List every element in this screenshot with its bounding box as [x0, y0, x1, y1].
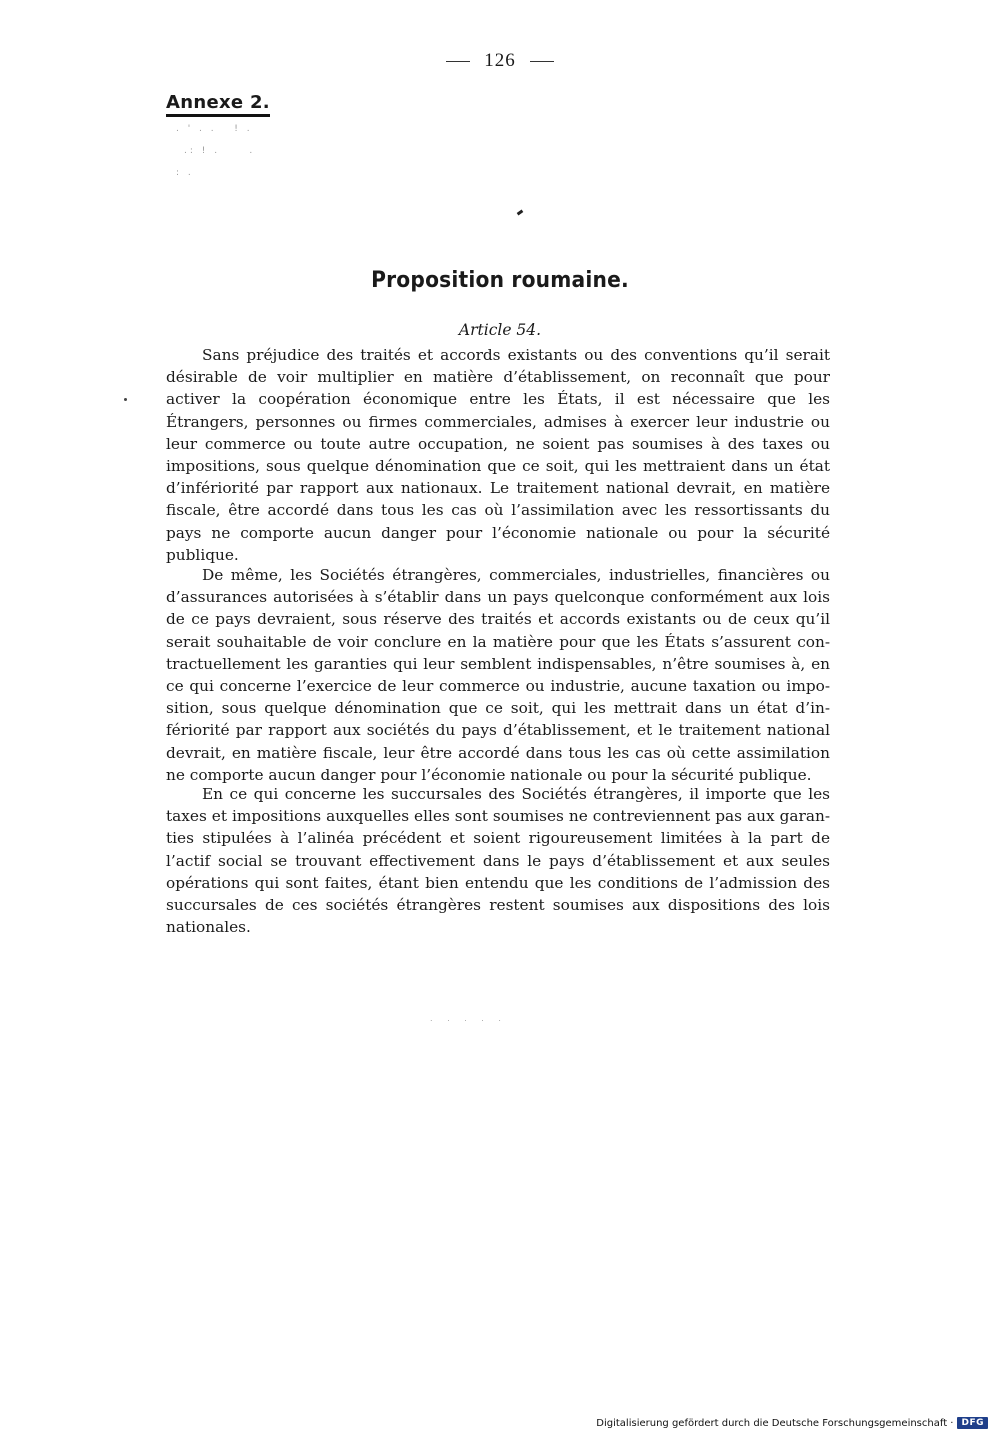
scan-specks: . ' . . ! .	[176, 124, 253, 134]
page-number-value: 126	[484, 50, 516, 71]
dfg-logo-icon: DFG	[957, 1417, 988, 1429]
digitization-footer	[596, 1417, 988, 1429]
page-number	[0, 50, 1000, 72]
article-heading: Article 54.	[458, 321, 542, 339]
paragraph: Sans préjudice des traités et accords existants ou des conventions qu’il serait désirable de voir multiplier en matière d’établissement, on reconnaît que pour activer la coopération économique entre les États, il est nécessaire que les Étrangers, personnes ou firmes commerciales, admises à exercer leur industrie ou leur commerce ou toute autre occupation, ne soient pas soumises à des taxes ou impositions, sous quelque dénomination que ce soit, qui les mettraient dans un état d’infériorité par rapport aux nationaux. Le traitement national devrait, en matière fiscale, être accordé dans tous les cas où l’assimilation avec les ressortissants du pays ne comporte aucun danger pour l’économie nationale ou pour la sécurité publique.	[166, 346, 830, 564]
margin-dot	[124, 398, 127, 401]
paragraph: En ce qui concerne les succursales des Sociétés étrangères, il importe que les taxes et impositions auxquelles elles sont soumises ne contreviennent pas aux garanties stipulées à l’alinéa précédent et soient rigoureusement limitées à la part de l’actif social se trouvant effectivement dans le pays d’établissement et aux seules opérations qui sont faites, étant bien entendu que les conditions de l’admission des succursales de ces sociétés étrangères restent soumises aux dispositions des lois nationales.	[166, 785, 830, 937]
page-number-dash-left	[446, 61, 470, 62]
scan-specks: .: ! . .	[184, 146, 256, 156]
footer-credit: Digitalisierung gefördert durch die Deutsche Forschungsgemeinschaft ·	[596, 1417, 954, 1429]
scan-specks: : .	[176, 168, 194, 178]
paragraph: De même, les Sociétés étrangères, commerciales, industrielles, financières ou d’assurances autorisées à s’établir dans un pays quelconque conformément aux lois de ce pays devraient, sous réserve des traités et accords existants ou de ceux qu’il serait souhaitable de voir conclure en la matière pour que les États s’assurent contractuellement les garanties qui leur semblent indispensables, n’être soumises à, en ce qui concerne l’exercice de leur commerce ou industrie, aucune taxation ou imposition, sous quelque dénomination que ce soit, qui les mettrait dans un état d’infériorité par rapport aux sociétés du pays d’établissement, et le traitement national devrait, en matière fiscale, leur être accordé dans tous les cas où cette assimilation ne comporte aucun danger pour l’économie nationale ou pour la sécurité publique.	[166, 566, 830, 784]
document-title: Proposition roumaine.	[371, 268, 629, 293]
scan-specks: . . . . .	[430, 1014, 507, 1023]
page-number-dash-right	[530, 61, 554, 62]
ink-mark	[517, 210, 524, 216]
annex-label: Annexe 2.	[166, 92, 270, 117]
